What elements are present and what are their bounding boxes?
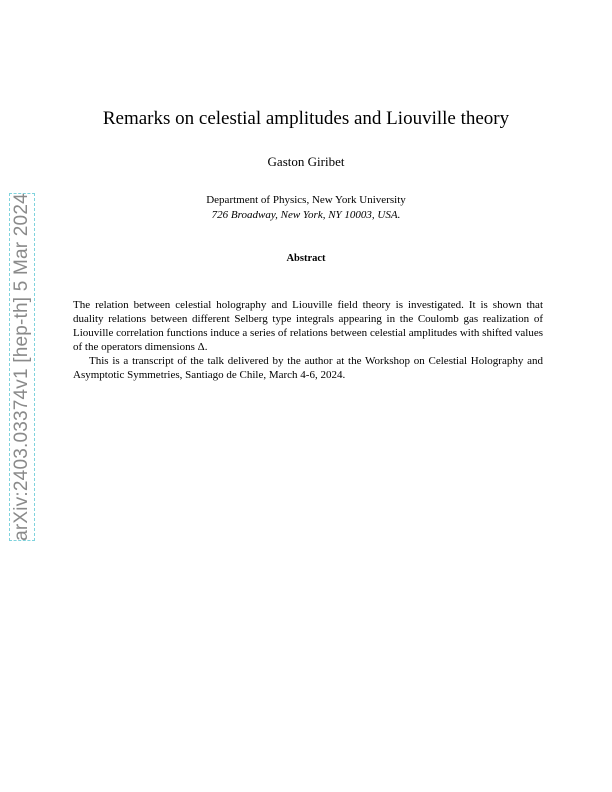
abstract-heading: Abstract — [286, 253, 326, 264]
abstract-paragraph: This is a transcript of the talk delivered by the author at the Workshop on Celestial Holography and Asymptotic Symmetries, Santiago de Chile, March 4-6, 2024. — [73, 355, 543, 381]
arxiv-identifier[interactable]: arXiv:2403.03374v1 [hep-th] 5 Mar 2024 — [11, 193, 32, 541]
affiliation-address: 726 Broadway, New York, NY 10003, USA. — [211, 209, 401, 221]
paper-title: Remarks on celestial amplitudes and Liouville theory — [102, 108, 510, 129]
arxiv-stamp — [9, 193, 35, 541]
author-name: Gaston Giribet — [267, 154, 345, 169]
abstract-body — [73, 298, 543, 382]
affiliation-department: Department of Physics, New York University — [206, 194, 406, 206]
abstract-paragraph: The relation between celestial holography and Liouville field theory is investigated. It is shown that duality relations between different Selberg type integrals appearing in the Coulomb gas realization of Liouville correlation functions induce a series of relations between celestial amplitudes with shifted values of the operators dimensions Δ. — [73, 299, 543, 353]
affiliation — [0, 193, 612, 223]
